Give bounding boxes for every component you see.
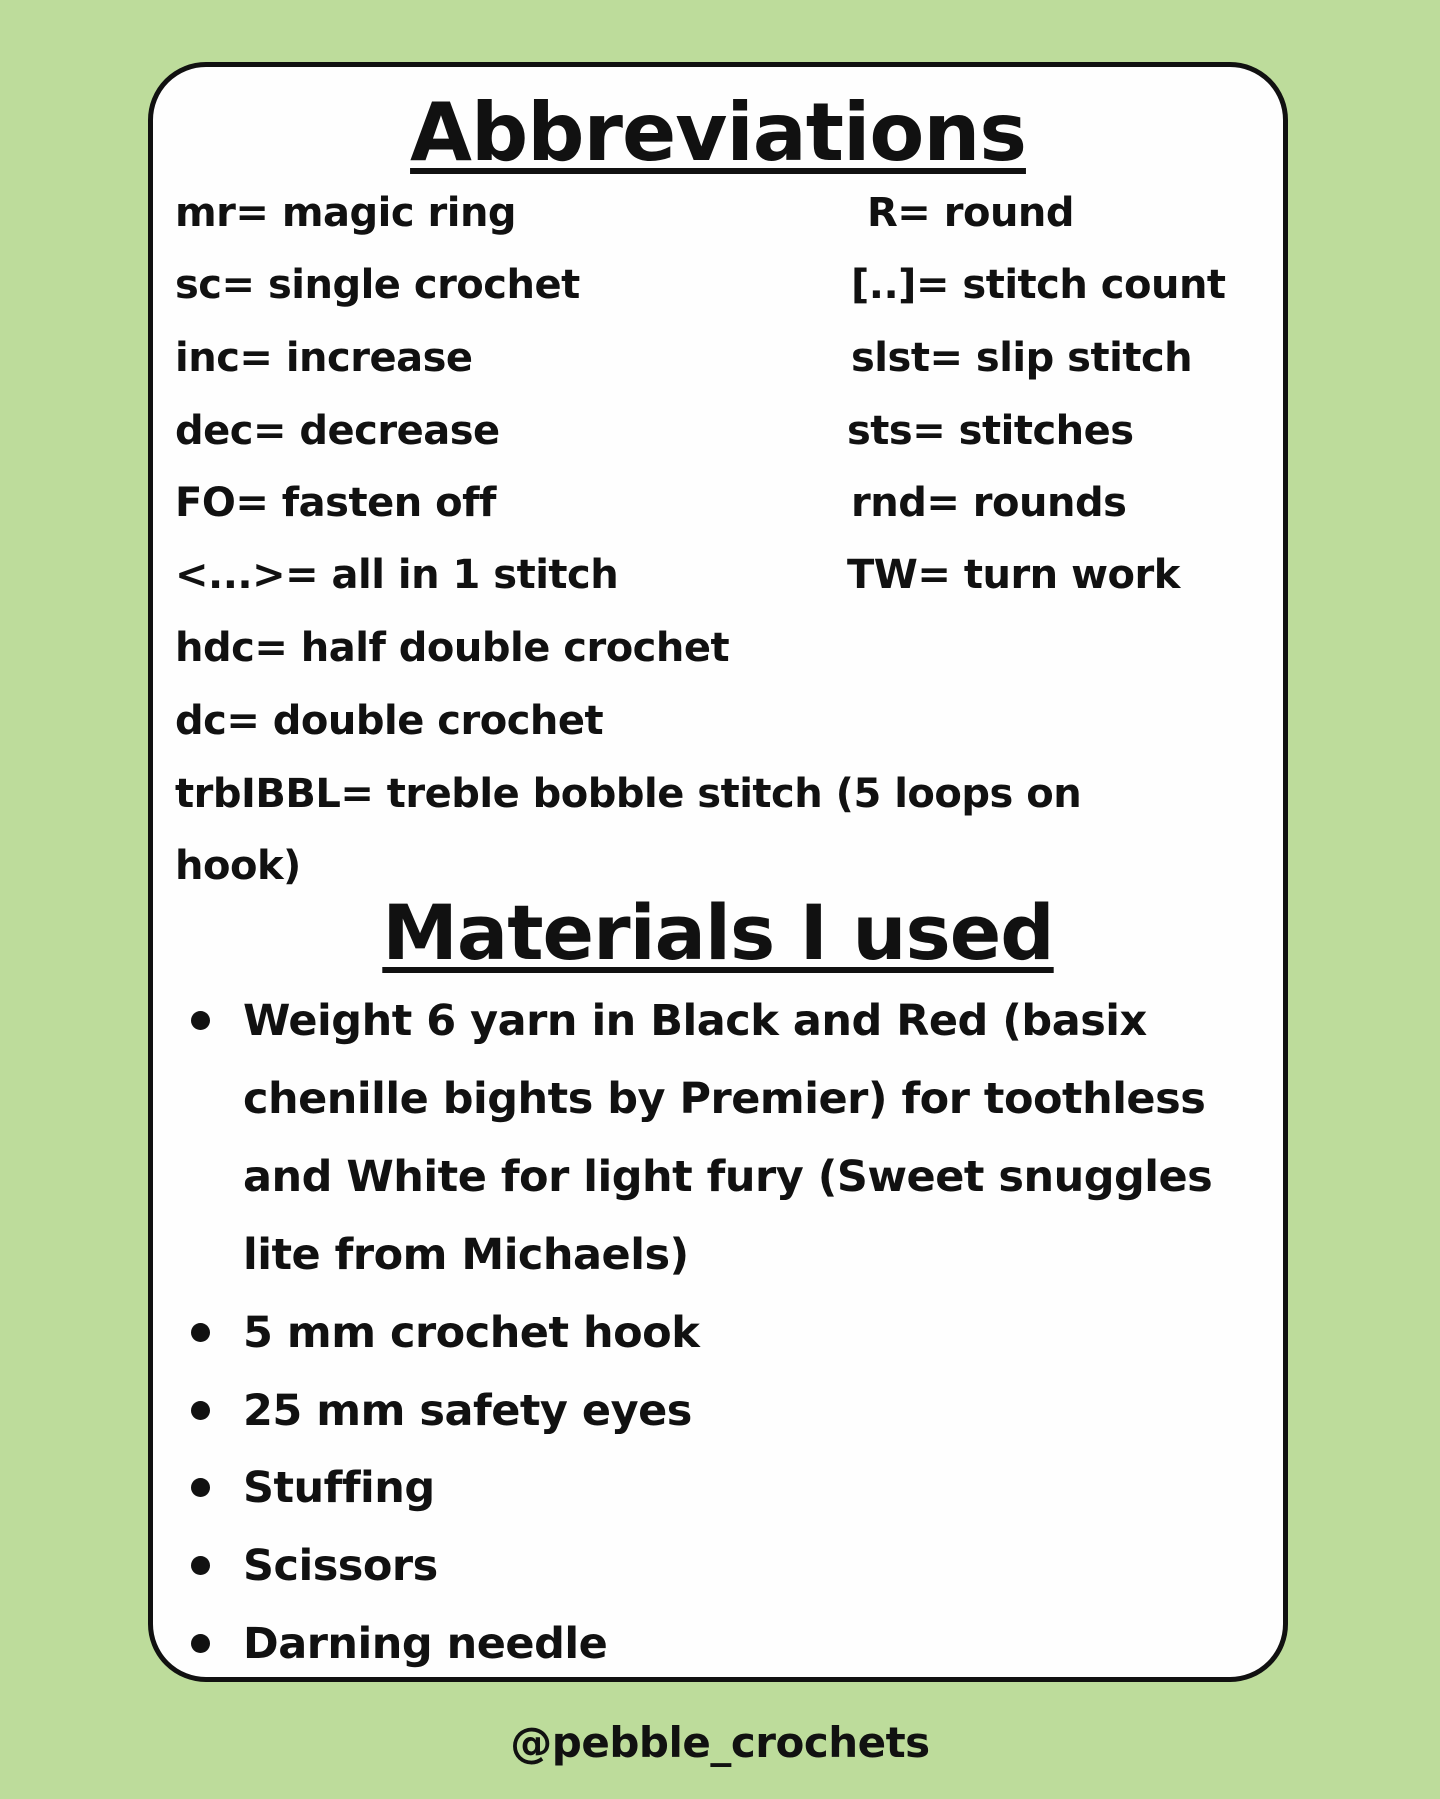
abbr-rnd: rnd= rounds	[851, 480, 1127, 526]
material-stuffing: Stuffing	[243, 1463, 435, 1513]
material-darning-needle: Darning needle	[243, 1619, 608, 1669]
materials-heading	[153, 888, 1283, 977]
bullet-icon	[191, 1634, 210, 1653]
bullet-icon	[191, 1556, 210, 1575]
abbr-inc: inc= increase	[175, 335, 473, 381]
bullet-icon	[191, 1478, 210, 1497]
abbr-dc: dc= double crochet	[175, 698, 604, 744]
material-safety-eyes: 25 mm safety eyes	[243, 1386, 692, 1436]
abbr-sts: sts= stitches	[847, 408, 1134, 454]
bullet-icon	[191, 1401, 210, 1420]
abbr-tw: TW= turn work	[847, 552, 1180, 598]
abbr-fo: FO= fasten off	[175, 480, 496, 526]
abbr-dec: dec= decrease	[175, 408, 500, 454]
abbr-r: R= round	[867, 190, 1075, 236]
abbr-all-in-one: <...>= all in 1 stitch	[175, 552, 619, 598]
bullet-icon	[191, 1011, 210, 1030]
abbr-hdc: hdc= half double crochet	[175, 625, 730, 671]
abbr-slst: slst= slip stitch	[851, 335, 1193, 381]
abbr-stitch-count: [..]= stitch count	[851, 262, 1226, 308]
abbr-trbibbl: trbIBBL= treble bobble stitch (5 loops on	[175, 771, 1082, 817]
material-hook: 5 mm crochet hook	[243, 1308, 700, 1358]
abbreviations-title: Abbreviations	[410, 86, 1026, 179]
social-handle: @pebble_crochets	[510, 1718, 930, 1767]
abbr-sc: sc= single crochet	[175, 262, 580, 308]
abbr-trbibbl-cont: hook)	[175, 843, 301, 889]
material-scissors: Scissors	[243, 1541, 438, 1591]
bullet-icon	[191, 1323, 210, 1342]
abbreviations-card	[148, 62, 1288, 1682]
materials-title: Materials I used	[382, 888, 1054, 977]
abbreviations-heading	[153, 86, 1283, 179]
material-yarn: Weight 6 yarn in Black and Red (basix chenille bights by Premier) for toothless and White for light fury (Sweet snuggles lite from Michaels)	[243, 996, 1213, 1280]
abbr-mr: mr= magic ring	[175, 190, 517, 236]
